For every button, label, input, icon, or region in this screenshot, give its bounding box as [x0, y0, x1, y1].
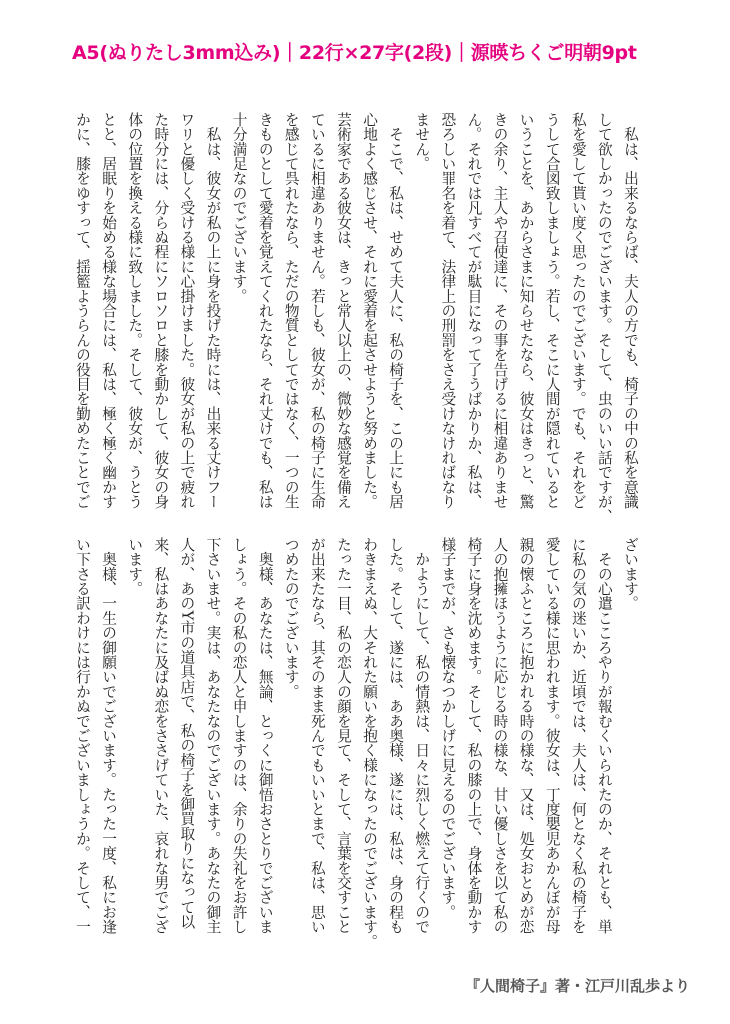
text-line: が出来たなら、其そのまま死んでもいいとまで、私は、思い — [308, 537, 326, 934]
text-line: 愛している様に思われます。彼女は、丁度嬰児あかんぼが母 — [543, 537, 561, 934]
layout-spec-heading: A5(ぬりたし3mm込み)｜22行×27字(2段)｜源暎ちくご明朝9pt — [72, 42, 637, 64]
text-line: 人が、あのY市の道具店で、私の椅子を御買取りになって以 — [178, 537, 196, 929]
text-line: した。そして、遂には、ああ奥様、遂には、私は、身の程も — [387, 537, 405, 934]
text-line: かに、膝をゆすって、揺籃ようらんの役目を勤めたことでご — [74, 112, 92, 509]
text-line: しょう。その私の恋人と申しますのは、余りの失礼をお許し — [230, 537, 248, 934]
text-line: 下さいませ。実は、あなたなのでございます。あなたの御主 — [204, 537, 222, 934]
text-line: 椅子に身を沈めます。そして、私の膝の上で、身体を動かす — [465, 537, 483, 934]
text-line: 様子までが、さも懐なつかしげに見えるのでございます。 — [439, 537, 457, 920]
text-line: 体の位置を換える様に致しました。そして、彼女が、うとう — [126, 112, 144, 509]
text-line: その心遣こころやりが報むくいられたのか、それとも、単 — [595, 537, 613, 934]
text-line: つめたのでございます。 — [282, 537, 300, 699]
text-line: た時分には、分らぬ程にソロソロと膝を動かして、彼女の身 — [152, 112, 170, 509]
text-line: 来、私はあなたに及ばぬ恋をささげていた、哀れな男でござ — [152, 537, 170, 934]
text-line: 人の抱擁ほうように応じる時の様な、甘い優しさを以て私の — [491, 537, 509, 934]
text-line: ん。それでは凡すべてが駄目になって了うばかりか、私は、 — [465, 112, 483, 509]
text-line: 十分満足なのでございます。 — [230, 112, 248, 304]
text-line: 私は、出来るならば、夫人の方でも、椅子の中の私を意識 — [622, 112, 639, 509]
text-line: 私を愛して貰い度く思ったのでございます。でも、それをど — [569, 112, 587, 509]
text-line: に私の気の迷いか、近頃では、夫人は、何となく私の椅子を — [569, 537, 587, 934]
text-line: ざいます。 — [622, 537, 639, 611]
text-line: 私は、彼女が私の上に身を投げた時には、出来る丈けフー — [204, 112, 222, 509]
text-line: して欲しかったのでございます。そして、虫のいい話ですが、 — [595, 112, 613, 524]
text-line: きものとして愛着を覚えてくれたなら、それ丈けでも、私は — [256, 112, 274, 509]
text-line: い下さる訳わけには行かぬでございましょうか。そして、一 — [74, 537, 92, 934]
text-line: 心地よく感じさせ、それに愛着を起させようと努めました。 — [361, 112, 379, 509]
text-line: 恐ろしい罪名を着て、法律上の刑罰をさえ受けなければなり — [439, 112, 457, 509]
text-line: いうことを、あからさまに知らせたなら、彼女はきっと、驚 — [517, 112, 535, 509]
text-line: かようにして、私の情熱は、日々に烈しく燃えて行くので — [413, 537, 431, 934]
text-line: とと、居眠りを始める様な場合には、私は、極く極く幽かす — [100, 112, 118, 509]
text-line: わきまえぬ、大それた願いを抱く様になったのでございます。 — [361, 537, 379, 949]
text-line: ワリと優しく受ける様に心掛けました。彼女が私の上で疲れ — [178, 112, 196, 509]
text-line: うして合図致しましょう。若し、そこに人間が隠れていると — [543, 112, 561, 509]
text-line: きの余り、主人や召使達に、その事を告げるに相違ありませ — [491, 112, 509, 509]
text-line: を感じて呉れたなら、ただの物質としてではなく、一つの生 — [282, 112, 300, 509]
text-line: ません。 — [413, 112, 431, 171]
text-line: そこで、私は、せめて夫人に、私の椅子を、この上にも居 — [387, 112, 405, 509]
text-column-lower — [69, 537, 643, 947]
text-column-upper — [69, 112, 643, 524]
text-line: たった一目、私の恋人の顔を見て、そして、言葉を交すこと — [334, 537, 352, 934]
source-credit: 『人間椅子』著・江戸川乱歩より — [464, 977, 690, 995]
text-line: 奥様、一生の御願いでございます。たった一度、私にお逢 — [100, 537, 118, 934]
text-line: ているに相違ありません。若しも、彼女が、私の椅子に生命 — [308, 112, 326, 509]
text-line: 奥様、あなたは、無論、とっくに御悟おさとりでございま — [256, 537, 274, 934]
text-line: 親の懐ふところに抱かれる時の様な、又は、処女おとめが恋 — [517, 537, 535, 934]
text-line: 芸術家である彼女は、きっと常人以上の、微妙な感覚を備え — [334, 112, 352, 509]
text-line: います。 — [126, 537, 144, 596]
